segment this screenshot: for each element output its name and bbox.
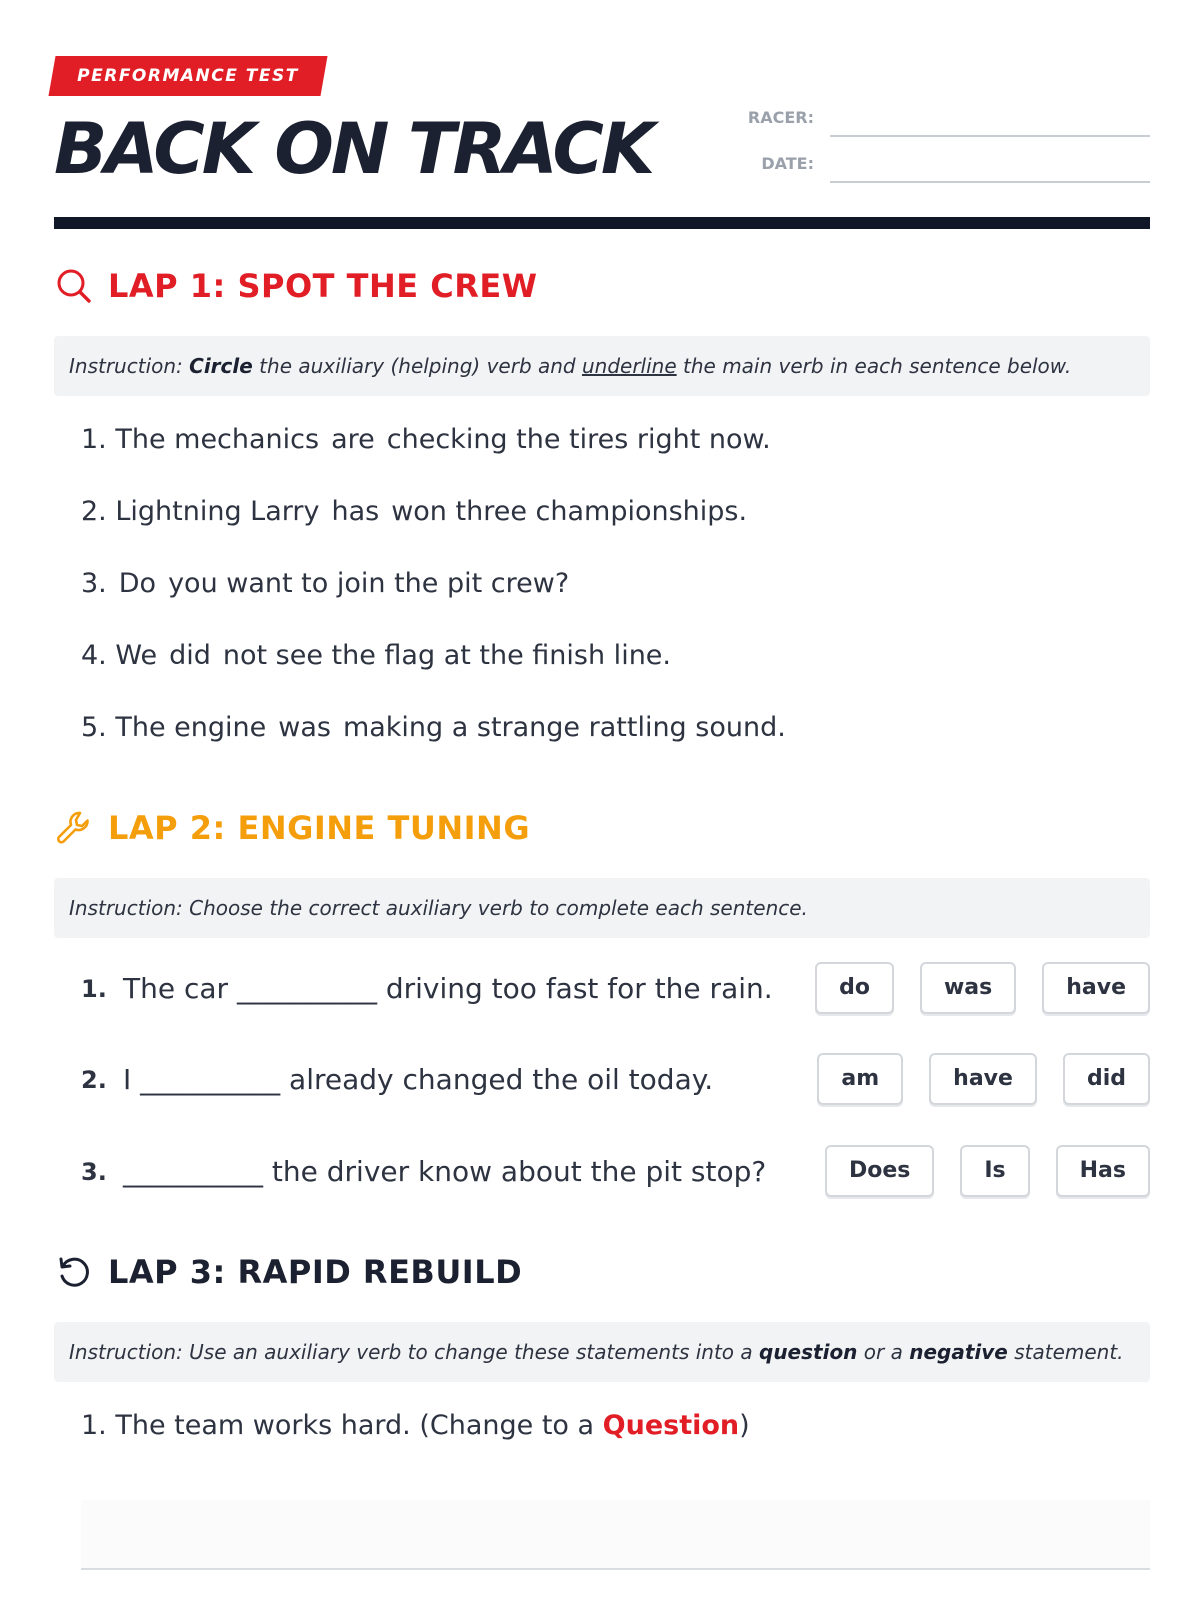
lap1-sentence-2: [81, 496, 747, 527]
lap1-sentence-3: [81, 568, 569, 599]
sentence-before: 4. We: [81, 640, 158, 671]
lap3-instr-negative: negative: [909, 1340, 1008, 1364]
lap3-instr-question: question: [759, 1340, 858, 1364]
item-stem: __________ the driver know about the pit stop?: [123, 1155, 767, 1188]
lap1-instruction: [54, 336, 1150, 396]
lap2-item-2: [81, 1053, 1150, 1107]
sentence-before: 1. The mechanics: [81, 424, 320, 455]
lap1-instr-mid: the auxiliary (helping) verb and: [252, 354, 582, 378]
option-button[interactable]: have: [929, 1053, 1037, 1105]
lap2-item-1: [81, 962, 1150, 1016]
aux-verb[interactable]: has: [331, 496, 380, 527]
search-icon: [54, 266, 94, 306]
lap2-heading: [54, 806, 530, 850]
lap3-heading: [54, 1250, 522, 1294]
sentence-after: making a strange rattling sound.: [342, 712, 786, 743]
option-button[interactable]: Is: [960, 1145, 1029, 1197]
option-button[interactable]: did: [1063, 1053, 1150, 1105]
option-button[interactable]: have: [1042, 962, 1150, 1014]
aux-verb[interactable]: Do: [118, 568, 157, 599]
lap3-instr-suffix: statement.: [1007, 1340, 1124, 1364]
lap1-sentence-1: [81, 424, 771, 455]
lap3-instr-prefix: Instruction: Use an auxiliary verb to change these statements into a: [69, 1340, 759, 1364]
sentence-after: won three championships.: [391, 496, 748, 527]
header-divider: [54, 217, 1150, 229]
rotate-icon: [54, 1252, 94, 1292]
lap1-instr-prefix: Instruction:: [69, 354, 190, 378]
tag-label: PERFORMANCE TEST: [77, 66, 299, 86]
lap2-instruction: Instruction: Choose the correct auxiliary verb to complete each sentence.: [54, 878, 1150, 938]
item-number: 2.: [81, 1066, 107, 1094]
sentence-before: 3.: [81, 568, 107, 599]
sentence-after: checking the tires right now.: [386, 424, 771, 455]
sentence-before: 2. Lightning Larry: [81, 496, 320, 527]
item-stem: I __________ already changed the oil today.: [123, 1063, 714, 1096]
option-group: [817, 1053, 1150, 1105]
lap1-instr-suffix: the main verb in each sentence below.: [676, 354, 1072, 378]
lap3-answer-field[interactable]: [81, 1500, 1150, 1570]
lap2-title: LAP 2: ENGINE TUNING: [108, 809, 531, 847]
option-group: [815, 962, 1150, 1014]
lap3-instr-mid: or a: [857, 1340, 910, 1364]
lap2-item-3: [81, 1145, 1150, 1199]
date-input-line[interactable]: [830, 181, 1150, 183]
question-highlight: Question: [602, 1410, 740, 1441]
sentence-after: you want to join the pit crew?: [168, 568, 570, 599]
lap3-title: LAP 3: RAPID REBUILD: [108, 1253, 523, 1291]
racer-label: RACER:: [747, 108, 814, 127]
item-text: 1. The team works hard. (Change to a: [81, 1410, 603, 1441]
item-close: ): [739, 1410, 750, 1441]
option-button[interactable]: Does: [825, 1145, 934, 1197]
lap1-heading: [54, 264, 538, 308]
aux-verb[interactable]: did: [169, 640, 211, 671]
sentence-before: 5. The engine: [81, 712, 267, 743]
page-title: BACK ON TRACK: [54, 108, 653, 190]
item-number: 1.: [81, 975, 107, 1003]
item-stem: The car __________ driving too fast for the rain.: [123, 972, 773, 1005]
option-button[interactable]: was: [920, 962, 1016, 1014]
option-button[interactable]: do: [815, 962, 894, 1014]
lap3-instruction: [54, 1322, 1150, 1382]
aux-verb[interactable]: was: [278, 712, 331, 743]
option-button[interactable]: Has: [1056, 1145, 1150, 1197]
item-number: 3.: [81, 1158, 107, 1186]
date-label: DATE:: [761, 154, 814, 173]
lap1-sentence-4: [81, 640, 671, 671]
lap1-title: LAP 1: SPOT THE CREW: [108, 267, 538, 305]
racer-input-line[interactable]: [830, 135, 1150, 137]
lap1-sentence-5: [81, 712, 786, 743]
sentence-after: not see the flag at the finish line.: [222, 640, 671, 671]
lap1-instr-underline: underline: [581, 354, 677, 378]
option-group: [825, 1145, 1150, 1197]
performance-test-tag: [48, 56, 327, 96]
wrench-icon: [54, 808, 94, 848]
option-button[interactable]: am: [817, 1053, 903, 1105]
lap3-item-1: [81, 1410, 750, 1441]
lap1-instr-circle: Circle: [189, 354, 253, 378]
worksheet-page: [54, 0, 1150, 1600]
aux-verb[interactable]: are: [331, 424, 375, 455]
